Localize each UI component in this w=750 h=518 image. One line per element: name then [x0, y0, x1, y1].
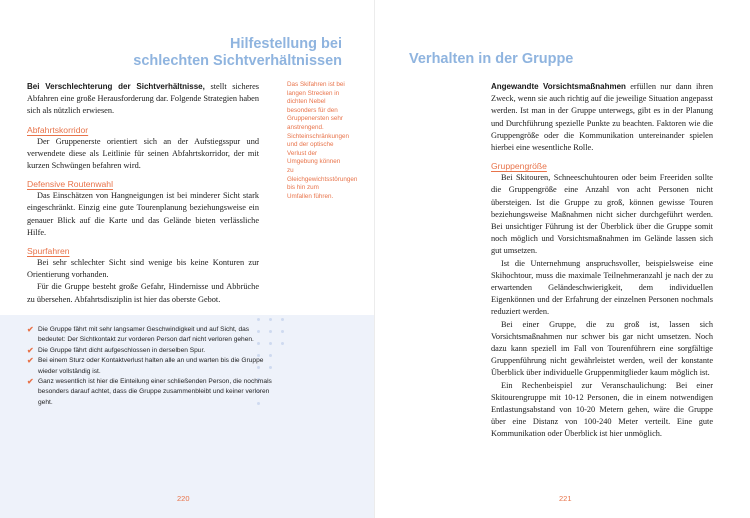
section-heading-routenwahl: Defensive Routenwahl: [27, 179, 113, 190]
section-paragraph: Der Gruppenerste orientiert sich an der Aufstiegsspur und verwendete diese als Leitlinie für seinen Abfahrtskorridor, der mit kurzen Schwüngen befahren wird.: [27, 136, 259, 171]
intro-paragraph: [27, 81, 259, 118]
title-line-1: Hilfestellung bei: [230, 36, 342, 52]
list-item: ✔ Die Gruppe fährt dicht aufgeschlossen in derselben Spur.: [27, 345, 206, 355]
section-heading-gruppengroesse: Gruppengröße: [491, 161, 547, 172]
intro-rest: stellt sicheres Abfahren eine große Herausforderung dar. Folgende Strategien haben sich als nützlich erwiesen.: [27, 82, 259, 116]
section-paragraph: Bei einer Gruppe, die zu groß ist, lassen sich Vorsichtsmaßnahmen nur schwer bis gar nicht umsetzen. Noch dazu kann speziell im Fall von Tourenführern eine sorgfältige Gruppenführung nicht gewährleistet werden, weil der konstante Überblick über individuelle Gruppenmitglieder kaum möglich ist.: [491, 319, 713, 378]
intro-lead: Angewandte Vorsichtsmaßnahmen: [491, 82, 626, 91]
intro-rest: erfüllen nur dann ihren Zweck, wenn sie auch richtig auf die jeweilige Situation angepasst werden. Ist man in der Gruppe unterwegs, gibt es in der Planung und Durchführung spezielle Punkte zu beachten. Faktoren wie die Gruppengröße oder die Kommunikation untereinander spielen hierbei eine wesentliche Rolle.: [491, 82, 713, 153]
page-number-left: 220: [177, 494, 190, 503]
page-number-right: 221: [559, 494, 572, 503]
section-heading-abfahrtskorridor: Abfahrtskorridor: [27, 124, 89, 135]
section-paragraph: Ist die Unternehmung anspruchsvoller, beispielsweise eine Skihochtour, muss die maximale Teilnehmeranzahl je nach der zu erwartenden Geländeschwierigkeit, dem individuellen Eigenkönnen und der Erfahrung der einzelnen Personen nochmals reduziert werden.: [491, 258, 713, 317]
section-paragraph: Für die Gruppe besteht große Gefahr, Hindernisse und Abbrüche zu übersehen. Abfahrtsdisziplin ist hier das oberste Gebot.: [27, 282, 259, 304]
section-paragraph: Bei Skitouren, Schneeschuhtouren oder beim Freeriden sollte die Gruppengröße eine Anzahl von acht Personen nicht übersteigen. Ist die Gruppe zu groß, können gewisse Touren beziehungsweise Maßnahmen nicht sicher durchgeführt werden. Bei unsichtiger Führung ist der Überblick über die Gruppe somit noch möglich und Vorsichtsmaßnahmen im Gelände lassen sich gut umsetzen.: [491, 173, 713, 256]
section-paragraph: Das Einschätzen von Hangneigungen ist bei minderer Sicht stark eingeschränkt. Einzig eine gute Tourenplanung beziehungsweise ein genauer Blick auf die Karte und das Gelände bieten verlässliche Hilfe.: [27, 191, 259, 237]
checkmark-icon: ✔: [27, 356, 34, 366]
margin-note: Das Skifahren ist bei langen Strecken in dichten Nebel besonders für den Gruppenersten sehr anstrengend. Sichteinschränkungen und der optische Verlust der Umgebung können zu Gleichgewichtsstörungen bis hin zum Umfallen führen.: [287, 81, 358, 200]
right-page: [375, 0, 750, 518]
left-main-text: [27, 81, 259, 306]
left-page-title: [133, 36, 342, 70]
section-paragraph: Ein Rechenbeispiel zur Veranschaulichung: Bei einer Skitourengruppe mit 10-12 Personen, die in einem notwendigen Entlastungsabstand von 10-20 Metern gehen, wäre die Gruppe über eine Distanz von 100-240 Meter verteilt. Eine gute Kommunikation oder Überblick ist hier unmöglich.: [491, 380, 713, 439]
checkmark-icon: ✔: [27, 377, 34, 387]
checkmark-icon: ✔: [27, 325, 34, 334]
list-item: ✔ Die Gruppe fährt mit sehr langsamer Geschwindigkeit und auf Sicht, das bedeutet: Der Sichtkontakt zur vorderen Person darf nicht verloren gehen.: [27, 325, 254, 344]
intro-lead: Bei Verschlechterung der Sichtverhältnisse,: [27, 82, 205, 91]
right-page-title: Verhalten in der Gruppe: [409, 51, 574, 67]
intro-paragraph: [491, 81, 713, 154]
title-line-2: schlechten Sichtverhältnissen: [133, 53, 342, 69]
section-paragraph: Bei sehr schlechter Sicht sind wenige bis keine Konturen zur Orientierung vorhanden.: [27, 258, 259, 280]
list-item: ✔ Ganz wesentlich ist hier die Einteilung einer schließenden Person, die nochmals besonders darauf achtet, dass die Gruppe zusammenbleibt und keiner verloren geht.: [27, 377, 272, 406]
checkmark-icon: ✔: [27, 345, 34, 355]
right-main-text: [491, 81, 713, 441]
list-item: ✔ Bei einem Sturz oder Kontaktverlust halten alle an und warten bis die Gruppe wieder vollständig ist.: [27, 356, 264, 375]
section-heading-spurfahren: Spurfahren: [27, 246, 70, 257]
tip-list: [27, 325, 273, 408]
